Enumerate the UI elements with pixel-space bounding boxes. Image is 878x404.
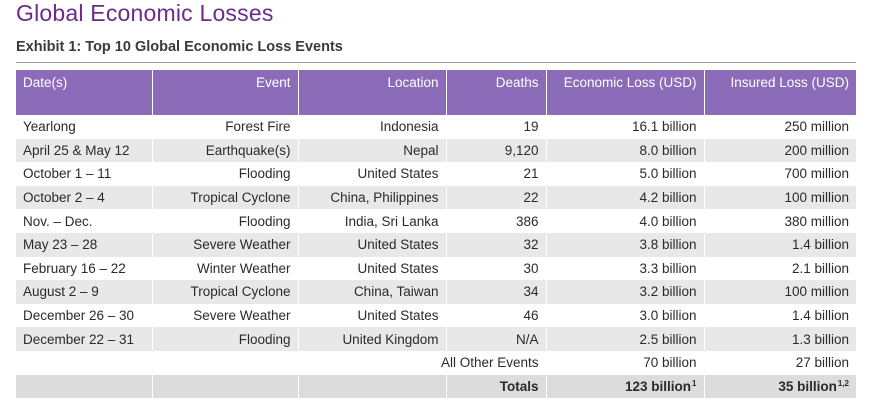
table-row [16, 257, 856, 281]
cell-location: United States [298, 257, 446, 281]
cell-event: Severe Weather [152, 304, 298, 328]
cell-date: May 23 – 28 [16, 233, 152, 257]
cell-location: United States [298, 304, 446, 328]
cell-insured-loss: 200 million [704, 139, 856, 163]
header-insured-loss: Insured Loss (USD) [704, 70, 856, 115]
cell-empty [152, 351, 298, 375]
total-economic-loss [546, 375, 704, 399]
cell-empty [152, 375, 298, 399]
cell-location: United Kingdom [298, 327, 446, 351]
cell-insured-loss: 2.1 billion [704, 257, 856, 281]
cell-deaths: 21 [446, 162, 546, 186]
cell-location: United States [298, 233, 446, 257]
header-deaths: Deaths [446, 70, 546, 115]
cell-economic-loss: 5.0 billion [546, 162, 704, 186]
cell-deaths: 30 [446, 257, 546, 281]
table-row [16, 304, 856, 328]
cell-event: Tropical Cyclone [152, 186, 298, 210]
totals-label: Totals [446, 375, 546, 399]
cell-insured-loss: 100 million [704, 186, 856, 210]
table-row [16, 115, 856, 139]
cell-deaths: 9,120 [446, 139, 546, 163]
cell-date: October 1 – 11 [16, 162, 152, 186]
footnote-marker: 1,2 [837, 378, 849, 388]
header-economic-loss: Economic Loss (USD) [546, 70, 704, 115]
total-insured-value: 35 billion [778, 378, 837, 394]
cell-economic-loss: 4.2 billion [546, 186, 704, 210]
cell-location: India, Sri Lanka [298, 209, 446, 233]
cell-insured-loss: 380 million [704, 209, 856, 233]
header-event: Event [152, 70, 298, 115]
cell-economic-loss: 3.0 billion [546, 304, 704, 328]
table-row [16, 327, 856, 351]
cell-insured-loss: 1.4 billion [704, 304, 856, 328]
cell-date: December 26 – 30 [16, 304, 152, 328]
cell-economic-loss: 8.0 billion [546, 139, 704, 163]
header-location: Location [298, 70, 446, 115]
other-insured-loss: 27 billion [704, 351, 856, 375]
table-row [16, 162, 856, 186]
other-events-label: All Other Events [298, 351, 546, 375]
cell-deaths: 46 [446, 304, 546, 328]
total-economic-value: 123 billion [625, 378, 692, 394]
cell-event: Earthquake(s) [152, 139, 298, 163]
cell-event: Flooding [152, 162, 298, 186]
cell-economic-loss: 3.3 billion [546, 257, 704, 281]
cell-deaths: 19 [446, 115, 546, 139]
cell-event: Flooding [152, 209, 298, 233]
title-divider [16, 62, 856, 63]
cell-insured-loss: 250 million [704, 115, 856, 139]
cell-economic-loss: 3.8 billion [546, 233, 704, 257]
header-dates: Date(s) [16, 70, 152, 115]
cell-location: United States [298, 162, 446, 186]
cell-location: China, Taiwan [298, 280, 446, 304]
cell-insured-loss: 100 million [704, 280, 856, 304]
cell-empty [298, 375, 446, 399]
cell-date: February 16 – 22 [16, 257, 152, 281]
cell-date: October 2 – 4 [16, 186, 152, 210]
cell-deaths: 386 [446, 209, 546, 233]
cell-deaths: 22 [446, 186, 546, 210]
cell-deaths: 34 [446, 280, 546, 304]
cell-empty [16, 375, 152, 399]
cell-deaths: 32 [446, 233, 546, 257]
cell-location: China, Philippines [298, 186, 446, 210]
cell-location: Indonesia [298, 115, 446, 139]
cell-event: Tropical Cyclone [152, 280, 298, 304]
cell-empty [16, 351, 152, 375]
cell-economic-loss: 16.1 billion [546, 115, 704, 139]
cell-event: Flooding [152, 327, 298, 351]
cell-location: Nepal [298, 139, 446, 163]
table-row [16, 139, 856, 163]
table-header-row [16, 70, 856, 115]
cell-date: April 25 & May 12 [16, 139, 152, 163]
cell-event: Winter Weather [152, 257, 298, 281]
cell-date: Nov. – Dec. [16, 209, 152, 233]
total-insured-loss [704, 375, 856, 399]
page-title: Global Economic Losses [16, 0, 274, 26]
other-events-row [16, 351, 856, 375]
cell-date: December 22 – 31 [16, 327, 152, 351]
other-economic-loss: 70 billion [546, 351, 704, 375]
table-row [16, 233, 856, 257]
table-row [16, 280, 856, 304]
table-row [16, 186, 856, 210]
footnote-marker: 1 [692, 378, 697, 388]
cell-event: Severe Weather [152, 233, 298, 257]
cell-economic-loss: 3.2 billion [546, 280, 704, 304]
cell-date: August 2 – 9 [16, 280, 152, 304]
table-row [16, 209, 856, 233]
cell-economic-loss: 4.0 billion [546, 209, 704, 233]
cell-economic-loss: 2.5 billion [546, 327, 704, 351]
cell-insured-loss: 1.4 billion [704, 233, 856, 257]
cell-insured-loss: 1.3 billion [704, 327, 856, 351]
cell-deaths: N/A [446, 327, 546, 351]
loss-events-table [16, 70, 856, 398]
exhibit-title: Exhibit 1: Top 10 Global Economic Loss Events [16, 39, 343, 55]
totals-row [16, 375, 856, 399]
cell-insured-loss: 700 million [704, 162, 856, 186]
cell-event: Forest Fire [152, 115, 298, 139]
cell-date: Yearlong [16, 115, 152, 139]
